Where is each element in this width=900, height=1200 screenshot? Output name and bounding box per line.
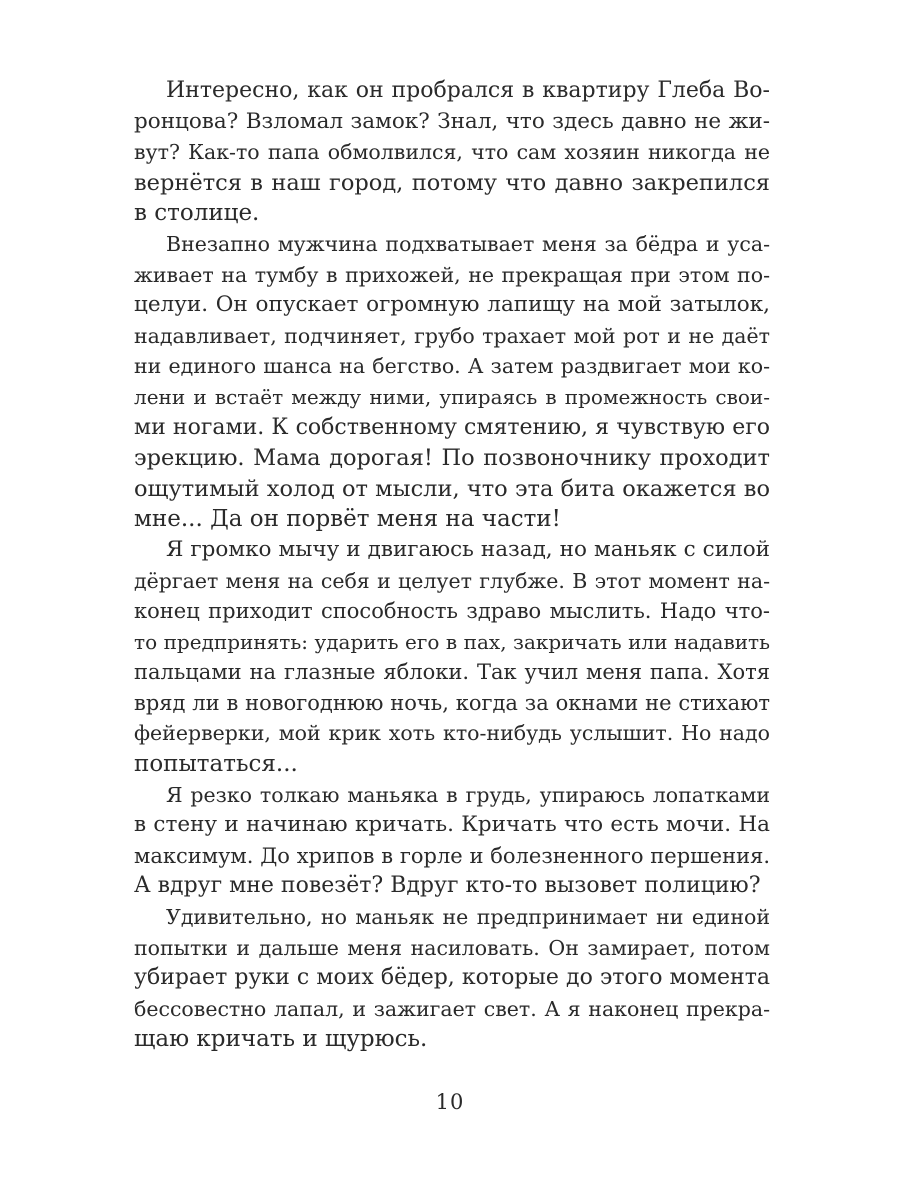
text-line: ощутимый холод от мысли, что эта бита окажется во: [134, 475, 770, 502]
text-line: убирает руки с моих бёдер, которые до этого момента: [134, 965, 770, 991]
text-line: Я громко мычу и двигаюсь назад, но маньяк с силой: [166, 536, 770, 562]
text-line: А вдруг мне повезёт? Вдруг кто-то вызовет полицию?: [134, 873, 761, 899]
text-line: фейерверки, мой крик хоть кто-нибудь услышит. Но надо: [134, 721, 770, 746]
text-line: дёргает меня на себя и целует глубже. В этот момент на-: [134, 568, 770, 593]
text-line: пальцами на глазные яблоки. Так учил меня папа. Хотя: [134, 660, 770, 685]
page-number: 10: [435, 1090, 465, 1114]
text-line: Внезапно мужчина подхватывает меня за бёдра и уса-: [166, 231, 770, 256]
paragraph: [134, 780, 770, 902]
text-line: попытаться...: [134, 751, 298, 778]
text-line: вряд ли в новогоднюю ночь, когда за окнами не стихают: [134, 690, 770, 715]
text-line: щаю кричать и щурюсь.: [134, 1026, 428, 1053]
text-line: живает на тумбу в прихожей, не прекращая при этом по-: [134, 262, 770, 287]
text-line: попытки и дальше меня насиловать. Он замирает, потом: [134, 935, 770, 960]
text-line: лени и встаёт между ними, упираясь в промежность свои-: [134, 384, 770, 409]
text-line: эрекцию. Мама дорогая! По позвоночнику проходит: [134, 445, 770, 472]
text-line: то предпринять: ударить его в пах, закричать или надавить: [134, 629, 770, 654]
text-line: ронцова? Взломал замок? Знал, что здесь давно не жи-: [134, 108, 770, 134]
text-line: Я резко толкаю маньяка в грудь, упираюсь лопатками: [166, 782, 770, 807]
text-line: конец приходит способность здраво мыслить. Надо что-: [134, 599, 770, 624]
text-line: ми ногами. К собственному смятению, я чувствую его: [134, 414, 770, 440]
text-line: Интересно, как он пробрался в квартиру Глеба Во-: [166, 78, 770, 103]
text-line: вут? Как-то папа обмолвился, что сам хозяин никогда не: [134, 140, 770, 165]
text-line: мне... Да он порвёт меня на части!: [134, 506, 561, 533]
text-line: вернётся в наш город, потому что давно закрепился: [134, 169, 770, 196]
text-line: бессовестно лапал, и зажигает свет. А я наконец прекра-: [134, 996, 770, 1021]
paragraph: [134, 902, 770, 1055]
text-line: в столице.: [134, 200, 260, 227]
paragraph: [134, 535, 770, 780]
paragraph: [134, 76, 770, 229]
body-text: [134, 76, 770, 1055]
paragraph: [134, 229, 770, 535]
text-line: целуи. Он опускает огромную лапищу на мой затылок,: [134, 292, 770, 318]
text-line: Удивительно, но маньяк не предпринимает ни единой: [166, 905, 770, 930]
text-line: максимум. До хрипов в горле и болезненного першения.: [134, 843, 770, 868]
text-line: надавливает, подчиняет, грубо трахает мой рот и не даёт: [134, 323, 770, 348]
text-line: в стену и начинаю кричать. Кричать что есть мочи. На: [134, 812, 770, 838]
text-line: ни единого шанса на бегство. А затем раздвигает мои ко-: [134, 354, 770, 379]
